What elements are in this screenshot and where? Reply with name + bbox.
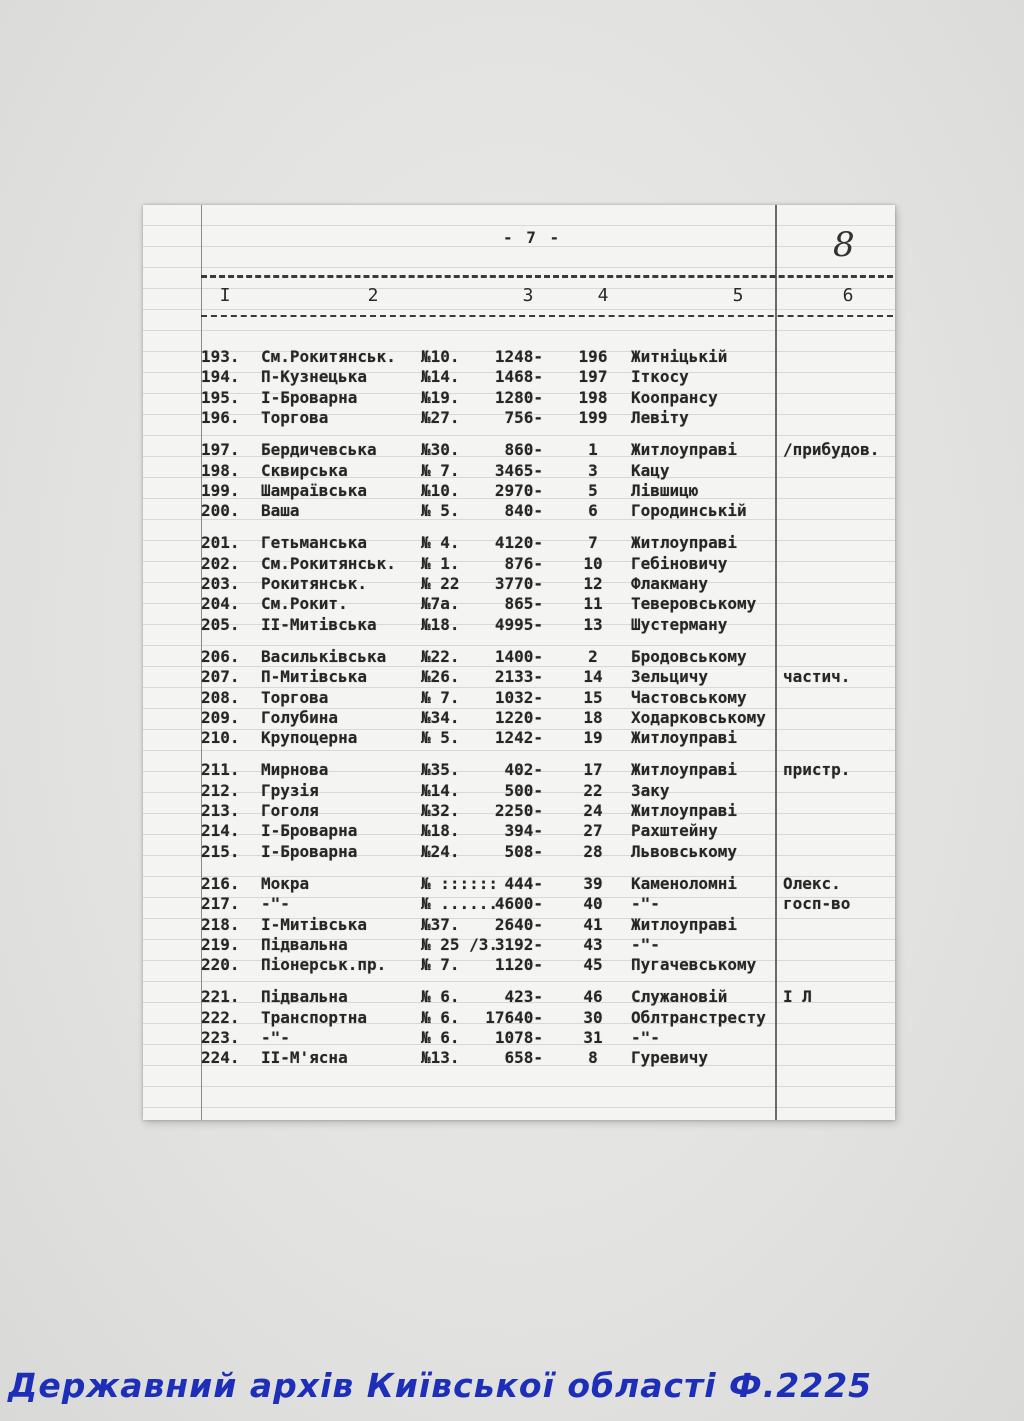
cell-id: 40 [583,894,603,914]
cell-house: №14. [421,367,460,387]
column-header-5: 5 [732,285,744,306]
cell-street: Ваша [261,501,300,521]
table-row [143,481,895,501]
column-header-6: 6 [842,285,854,306]
typed-ledger-page [143,205,895,1120]
cell-house: №34. [421,707,460,727]
cell-num: 212. [201,780,240,800]
cell-id: 6 [588,501,598,521]
cell-id: 31 [583,1028,603,1047]
cell-id: 5 [588,480,598,500]
cell-area: 3192- [494,934,543,954]
cell-street: Бердичевська [261,440,377,460]
cell-num: 213. [201,801,240,820]
cell-area: 876- [504,553,543,573]
cell-house: № 6. [421,1028,460,1047]
cell-area: 394- [504,821,543,841]
cell-area: 444- [504,873,543,893]
cell-name: Кацу [631,460,670,480]
cell-area: 4120- [494,533,543,553]
cell-area: 500- [504,780,543,800]
cell-street: Гоголя [261,801,319,820]
table-row [143,915,895,935]
cell-house: № 4. [421,533,460,553]
cell-num: 198. [201,460,240,480]
cell-name: Зельцичу [631,667,709,687]
cell-id: 18 [583,707,603,727]
cell-name: Бродовському [631,646,747,666]
cell-id: 22 [583,780,603,800]
cell-street: П-Митівська [261,667,367,687]
cell-area: 1220- [494,707,543,727]
cell-id: 11 [583,594,603,614]
table-row [143,987,895,1007]
table-row [143,1008,895,1028]
cell-name: Іткосу [631,367,689,387]
cell-area: 840- [504,501,543,521]
column-header-4: 4 [597,285,609,306]
cell-area: 4600- [494,894,543,914]
cell-street: Підвальна [261,934,348,954]
cell-id: 45 [583,955,603,975]
cell-num: 206. [201,646,240,666]
cell-id: 30 [583,1007,603,1027]
cell-area: 2640- [494,914,543,934]
cell-id: 41 [583,914,603,934]
cell-street: ІІ-Митівська [261,614,377,634]
cell-num: 216. [201,873,240,893]
cell-area: 1280- [494,387,543,407]
cell-street: Сквирська [261,460,348,480]
cell-street: -"- [261,1028,290,1047]
table-row [143,688,895,708]
cell-id: 1 [588,440,598,460]
table-row [143,1048,895,1068]
cell-name: Гуревичу [631,1048,709,1068]
cell-name: Флакману [631,574,709,593]
cell-street: Голубина [261,707,339,727]
cell-note: госп-во [783,894,851,914]
cell-area: 756- [504,407,543,427]
cell-id: 28 [583,841,603,861]
cell-num: 220. [201,955,240,975]
cell-id: 13 [583,614,603,634]
cell-id: 15 [583,687,603,707]
cell-id: 17 [583,760,603,780]
header-rule-top [201,275,893,278]
cell-area: 2970- [494,480,543,500]
table-row [143,728,895,748]
cell-name: Житлоуправі [631,440,737,460]
column-header-3: 3 [522,285,534,306]
table-row [143,408,895,428]
cell-num: 215. [201,841,240,861]
cell-note: Олекс. [783,873,841,893]
cell-house: №35. [421,760,460,780]
cell-area: 3465- [494,460,543,480]
cell-num: 208. [201,687,240,707]
cell-id: 2 [588,646,598,666]
cell-house: № ...... [421,894,499,914]
cell-name: Житлоуправі [631,728,737,748]
cell-area: 865- [504,594,543,614]
cell-num: 195. [201,387,240,407]
cell-num: 204. [201,594,240,614]
cell-id: 197 [578,367,608,387]
cell-house: №10. [421,480,460,500]
table-row [143,533,895,553]
cell-street: Васильківська [261,646,387,666]
cell-name: Рахштейну [631,821,718,841]
cell-id: 7 [588,533,598,553]
table-row [143,615,895,635]
cell-house: № :::::: [421,873,499,893]
table-row [143,461,895,481]
table-row [143,1028,895,1048]
table-row [143,367,895,387]
cell-house: №30. [421,440,460,460]
cell-num: 200. [201,501,240,521]
table-row [143,667,895,687]
cell-name: Житніцькій [631,347,728,366]
table-row [143,874,895,894]
cell-num: 214. [201,821,240,841]
cell-id: 43 [583,934,603,954]
cell-house: №18. [421,821,460,841]
cell-house: № 6. [421,987,460,1007]
table-row [143,894,895,914]
cell-name: Житлоуправі [631,914,737,934]
cell-id: 198 [578,387,608,407]
cell-id: 8 [588,1048,598,1068]
cell-id: 27 [583,821,603,841]
cell-name: -"- [631,894,660,914]
cell-street: П-Кузнецька [261,367,367,387]
cell-house: № 6. [421,1007,460,1027]
table-row [143,388,895,408]
cell-street: І-Броварна [261,821,358,841]
cell-house: № 22 [421,574,460,593]
header-rule-bottom [201,315,893,317]
table-row [143,594,895,614]
cell-street: Транспортна [261,1007,367,1027]
cell-area: 17640- [485,1007,543,1027]
cell-street: См.Рокитянськ. [261,553,396,573]
cell-area: 2250- [494,801,543,820]
cell-name: Теверовському [631,594,757,614]
cell-house: №26. [421,667,460,687]
cell-num: 199. [201,480,240,500]
handwritten-page-number: 8 [833,225,855,265]
cell-num: 205. [201,614,240,634]
cell-area: 402- [504,760,543,780]
cell-name: Левіту [631,407,689,427]
cell-name: Львовському [631,841,737,861]
cell-area: 1468- [494,367,543,387]
table-row [143,647,895,667]
cell-street: Шамраївська [261,480,367,500]
cell-street: Рокитянськ. [261,574,367,593]
cell-num: 207. [201,667,240,687]
cell-id: 199 [578,407,608,427]
table-row [143,501,895,521]
cell-house: №22. [421,646,460,666]
cell-name: Гебіновичу [631,553,728,573]
table-row [143,821,895,841]
cell-house: № 7. [421,460,460,480]
cell-house: № 7. [421,687,460,707]
archive-caption: Державний архів Київської області Ф.2225 [8,1366,873,1405]
cell-num: 211. [201,760,240,780]
cell-id: 10 [583,553,603,573]
cell-name: Пугачевському [631,955,757,975]
cell-id: 14 [583,667,603,687]
cell-name: Ходарковському [631,707,766,727]
cell-house: №10. [421,347,460,366]
cell-name: Заку [631,780,670,800]
table-row [143,781,895,801]
cell-num: 219. [201,934,240,954]
cell-house: №32. [421,801,460,820]
cell-id: 39 [583,873,603,893]
cell-id: 19 [583,728,603,748]
cell-id: 196 [578,347,608,366]
cell-num: 194. [201,367,240,387]
cell-area: 1400- [494,646,543,666]
table-row [143,708,895,728]
cell-name: Житлоуправі [631,801,737,820]
cell-street: См.Рокит. [261,594,348,614]
cell-num: 202. [201,553,240,573]
cell-num: 223. [201,1028,240,1047]
cell-house: №37. [421,914,460,934]
cell-house: №18. [421,614,460,634]
cell-id: 24 [583,801,603,820]
cell-name: Шустерману [631,614,728,634]
table-row [143,842,895,862]
cell-num: 193. [201,347,240,366]
cell-house: №24. [421,841,460,861]
column-header-2: 2 [367,285,379,306]
table-row [143,955,895,975]
cell-num: 196. [201,407,240,427]
cell-house: №14. [421,780,460,800]
cell-street: ІІ-М'ясна [261,1048,348,1068]
cell-num: 210. [201,728,240,748]
cell-name: Лівшицю [631,480,699,500]
page-number: - 7 - [503,228,562,247]
cell-name: Каменоломні [631,873,737,893]
cell-name: -"- [631,934,660,954]
cell-area: 508- [504,841,543,861]
cell-area: 3770- [494,574,543,593]
cell-id: 46 [583,987,603,1007]
cell-area: 1242- [494,728,543,748]
cell-num: 218. [201,914,240,934]
table-row [143,574,895,594]
cell-num: 209. [201,707,240,727]
cell-house: №7а. [421,594,460,614]
cell-num: 224. [201,1048,240,1068]
table-row [143,347,895,367]
cell-id: 3 [588,460,598,480]
cell-num: 222. [201,1007,240,1027]
cell-id: 12 [583,574,603,593]
cell-street: Грузія [261,780,319,800]
cell-name: Служановій [631,987,728,1007]
cell-street: І-Митівська [261,914,367,934]
cell-num: 221. [201,987,240,1007]
cell-area: 1120- [494,955,543,975]
cell-street: І-Броварна [261,387,358,407]
cell-street: Мокра [261,873,310,893]
cell-street: См.Рокитянськ. [261,347,396,366]
cell-house: №13. [421,1048,460,1068]
cell-area: 2133- [494,667,543,687]
cell-street: Крупоцерна [261,728,358,748]
cell-num: 217. [201,894,240,914]
cell-name: Облтранстресту [631,1007,766,1027]
table-row [143,554,895,574]
cell-name: Частовському [631,687,747,707]
table-row [143,760,895,780]
cell-num: 197. [201,440,240,460]
cell-street: Піонерськ.пр. [261,955,387,975]
cell-street: Мирнова [261,760,329,780]
cell-note: частич. [783,667,851,687]
cell-name: Житлоуправі [631,533,737,553]
cell-house: № 25 /3. [421,934,499,954]
cell-street: Торгова [261,407,329,427]
cell-area: 658- [504,1048,543,1068]
cell-note: І Л [783,987,812,1007]
cell-house: №19. [421,387,460,407]
cell-street: -"- [261,894,290,914]
cell-area: 1248- [494,347,543,366]
column-header-1: I [219,285,231,306]
cell-area: 4995- [494,614,543,634]
table-row [143,935,895,955]
cell-house: № 5. [421,728,460,748]
cell-street: Гетьманська [261,533,367,553]
cell-street: Торгова [261,687,329,707]
cell-area: 1032- [494,687,543,707]
cell-name: Житлоуправі [631,760,737,780]
table-row [143,801,895,821]
cell-area: 1078- [494,1028,543,1047]
cell-street: І-Броварна [261,841,358,861]
cell-area: 860- [504,440,543,460]
cell-house: № 5. [421,501,460,521]
cell-house: №27. [421,407,460,427]
cell-note: пристр. [783,760,851,780]
cell-area: 423- [504,987,543,1007]
cell-num: 203. [201,574,240,593]
cell-num: 201. [201,533,240,553]
cell-name: Коопрансу [631,387,718,407]
cell-name: -"- [631,1028,660,1047]
table-row [143,440,895,460]
cell-house: № 1. [421,553,460,573]
cell-note: /прибудов. [783,440,880,460]
cell-street: Підвальна [261,987,348,1007]
cell-house: № 7. [421,955,460,975]
cell-name: Городинській [631,501,747,521]
